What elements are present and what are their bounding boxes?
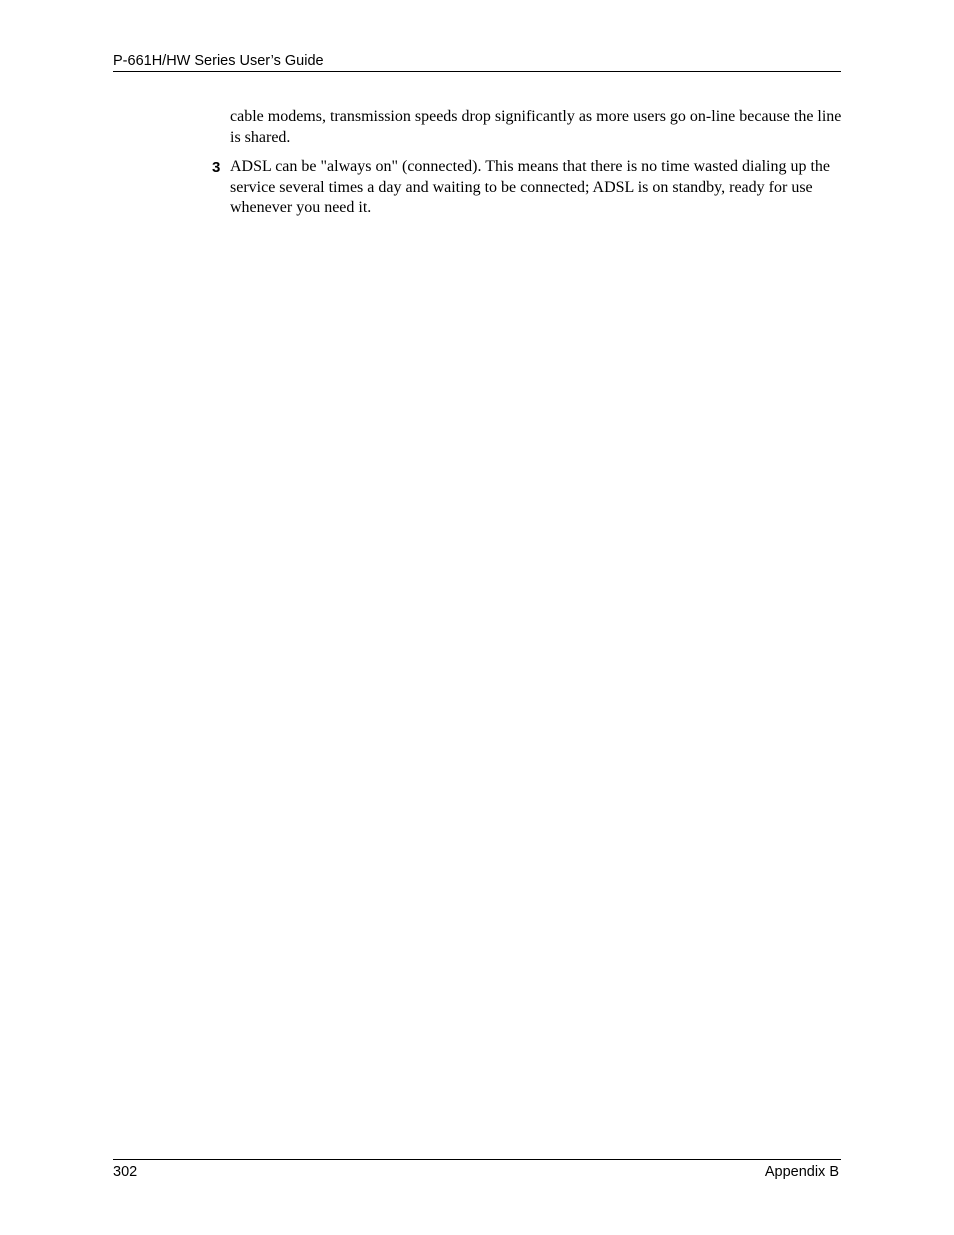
list-item-text: ADSL can be "always on" (connected). This means that there is no time wasted dialing up the service several times a day and waiting to be connected; ADSL is on standby, ready for use whenever you need it. bbox=[230, 158, 831, 216]
list-item-number: 3 bbox=[212, 159, 221, 176]
page-number: 302 bbox=[113, 1164, 138, 1180]
document-title: P-661H/HW Series User’s Guide bbox=[113, 53, 324, 69]
continued-paragraph: cable modems, transmission speeds drop significantly as more users go on-line because the line is shared. bbox=[230, 108, 842, 146]
page-header bbox=[113, 51, 841, 72]
section-name: Appendix B bbox=[764, 1164, 839, 1180]
page-footer bbox=[113, 1159, 841, 1184]
